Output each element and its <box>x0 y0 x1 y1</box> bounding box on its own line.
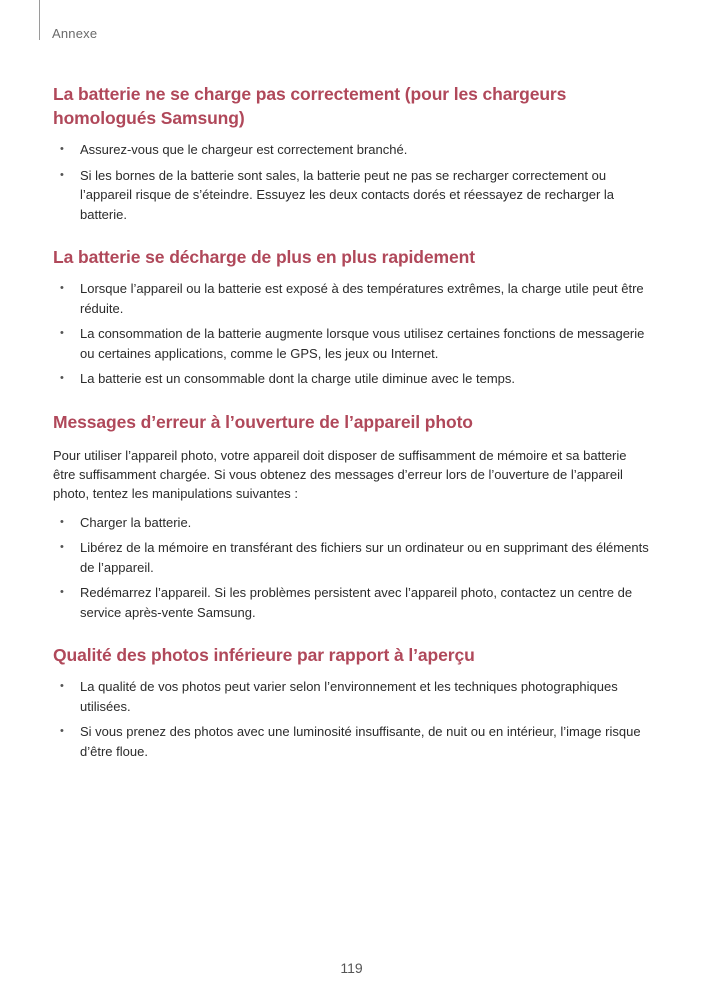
bullet-icon: • <box>60 327 64 339</box>
list-item <box>53 140 649 160</box>
bullet-icon: • <box>60 541 64 553</box>
section-heading: Qualité des photos inférieure par rapport à l’aperçu <box>53 645 475 665</box>
section-heading: La batterie se décharge de plus en plus rapidement <box>53 247 475 267</box>
bullet-icon: • <box>60 586 64 598</box>
list-item <box>53 722 649 761</box>
list-item-text: La consommation de la batterie augmente lorsque vous utilisez certaines fonctions de messagerie ou certaines applications, comme le GPS, les jeux ou Internet. <box>80 326 645 361</box>
section-battery-not-charging <box>53 82 649 224</box>
list-item-text: Si les bornes de la batterie sont sales, la batterie peut ne pas se recharger correctement ou l’appareil risque de s’éteindre. Essuyez les deux contacts dorés et réessayez de recharger la batterie. <box>80 167 615 222</box>
header-rule <box>39 0 40 40</box>
bullet-icon: • <box>60 168 64 181</box>
bullet-icon: • <box>60 725 64 737</box>
bullet-list <box>53 140 649 224</box>
section-intro: Pour utiliser l’appareil photo, votre appareil doit disposer de suffisamment de mémoire et sa batterie être suffisamment chargée. Si vous obtenez des messages d’erreur lors de l’ouverture de l’appareil photo, tentez les manipulations suivantes : <box>53 447 627 501</box>
bullet-icon: • <box>60 143 64 155</box>
list-item-text: La qualité de vos photos peut varier selon l’environnement et les techniques photographiques utilisées. <box>80 679 618 714</box>
list-item <box>53 279 649 318</box>
page-content <box>53 82 649 782</box>
list-item <box>53 166 649 225</box>
list-item-text: Redémarrez l’appareil. Si les problèmes persistent avec l’appareil photo, contactez un centre de service après-vente Samsung. <box>80 585 633 620</box>
list-item <box>53 538 649 577</box>
list-item-text: Si vous prenez des photos avec une luminosité insuffisante, de nuit ou en intérieur, l’image risque d’être floue. <box>80 724 641 759</box>
bullet-icon: • <box>60 282 64 294</box>
section-battery-draining <box>53 245 649 389</box>
list-item <box>53 583 649 622</box>
running-header: Annexe <box>52 26 98 41</box>
bullet-list <box>53 677 649 761</box>
list-item-text: La batterie est un consommable dont la charge utile diminue avec le temps. <box>80 371 516 386</box>
bullet-list <box>53 279 649 389</box>
list-item <box>53 513 649 533</box>
list-item-text: Lorsque l’appareil ou la batterie est exposé à des températures extrêmes, la charge utile peut être réduite. <box>80 281 644 316</box>
section-heading: La batterie ne se charge pas correctement (pour les chargeurs homologués Samsung) <box>53 84 567 128</box>
list-item <box>53 324 649 363</box>
section-camera-errors <box>53 410 649 623</box>
section-heading: Messages d’erreur à l’ouverture de l’appareil photo <box>53 411 473 432</box>
list-item-text: Assurez-vous que le chargeur est correctement branché. <box>80 142 408 157</box>
bullet-icon: • <box>60 372 64 384</box>
bullet-icon: • <box>60 515 64 528</box>
bullet-icon: • <box>60 680 64 692</box>
list-item-text: Libérez de la mémoire en transférant des fichiers sur un ordinateur ou en supprimant des éléments de l’appareil. <box>80 540 649 575</box>
section-photo-quality <box>53 643 649 761</box>
bullet-list <box>53 513 649 623</box>
list-item <box>53 369 649 389</box>
page-number: 119 <box>340 960 363 976</box>
list-item-text: Charger la batterie. <box>80 514 192 530</box>
list-item <box>53 677 649 716</box>
